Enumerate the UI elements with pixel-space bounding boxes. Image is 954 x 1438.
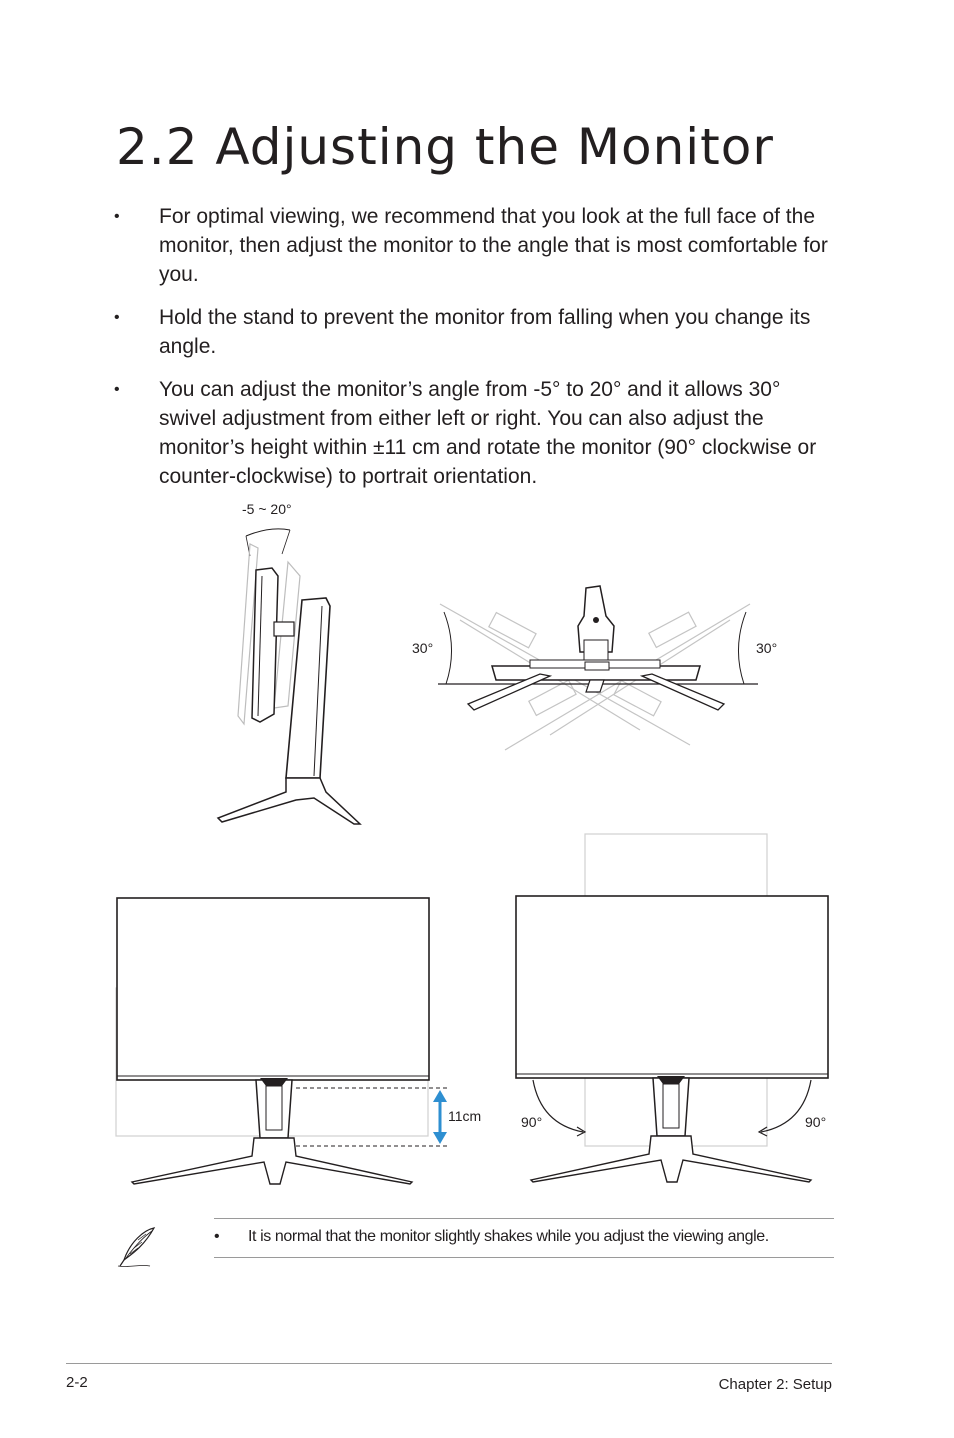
quill-pen-icon bbox=[116, 1224, 160, 1268]
footer-divider bbox=[66, 1363, 832, 1364]
list-item bbox=[112, 303, 842, 361]
swivel-left-angle-label: 30° bbox=[412, 640, 434, 656]
instruction-list bbox=[112, 202, 842, 505]
bullet-marker: • bbox=[114, 208, 120, 225]
list-item-text: Hold the stand to prevent the monitor from falling when you change its angle. bbox=[159, 306, 811, 358]
list-item-text: For optimal viewing, we recommend that you look at the full face of the monitor, then adjust the monitor to the angle that is most comfortable for you. bbox=[159, 205, 828, 286]
pivot-figure bbox=[505, 828, 850, 1186]
pivot-right-angle-label: 90° bbox=[805, 1114, 827, 1130]
swivel-figure bbox=[400, 580, 778, 755]
bullet-marker: • bbox=[114, 309, 120, 326]
height-figure bbox=[110, 888, 500, 1188]
list-item bbox=[112, 375, 842, 491]
page-title: 2.2 Adjusting the Monitor bbox=[116, 118, 774, 176]
list-item bbox=[112, 202, 842, 289]
swivel-right-angle-label: 30° bbox=[756, 640, 778, 656]
pivot-left-angle-label: 90° bbox=[521, 1114, 543, 1130]
bullet-marker: • bbox=[114, 381, 120, 398]
note-bullet-marker: • bbox=[214, 1228, 220, 1245]
tilt-angle-label: -5 ~ 20° bbox=[242, 501, 292, 517]
height-range-label: 11cm bbox=[448, 1108, 482, 1124]
note-box bbox=[214, 1218, 834, 1258]
page-number: 2-2 bbox=[66, 1374, 88, 1391]
list-item-text: You can adjust the monitor’s angle from -5° to 20° and it allows 30° swivel adjustment from either left or right. You can also adjust the monitor’s height within ±11 cm and rotate the monitor (90° clockwise or counter-clockwise) to portrait orientation. bbox=[159, 378, 817, 488]
note-section bbox=[116, 1218, 834, 1266]
note-text: It is normal that the monitor slightly shakes while you adjust the viewing angle. bbox=[248, 1228, 769, 1245]
chapter-label: Chapter 2: Setup bbox=[718, 1376, 832, 1393]
tilt-figure bbox=[210, 496, 380, 831]
